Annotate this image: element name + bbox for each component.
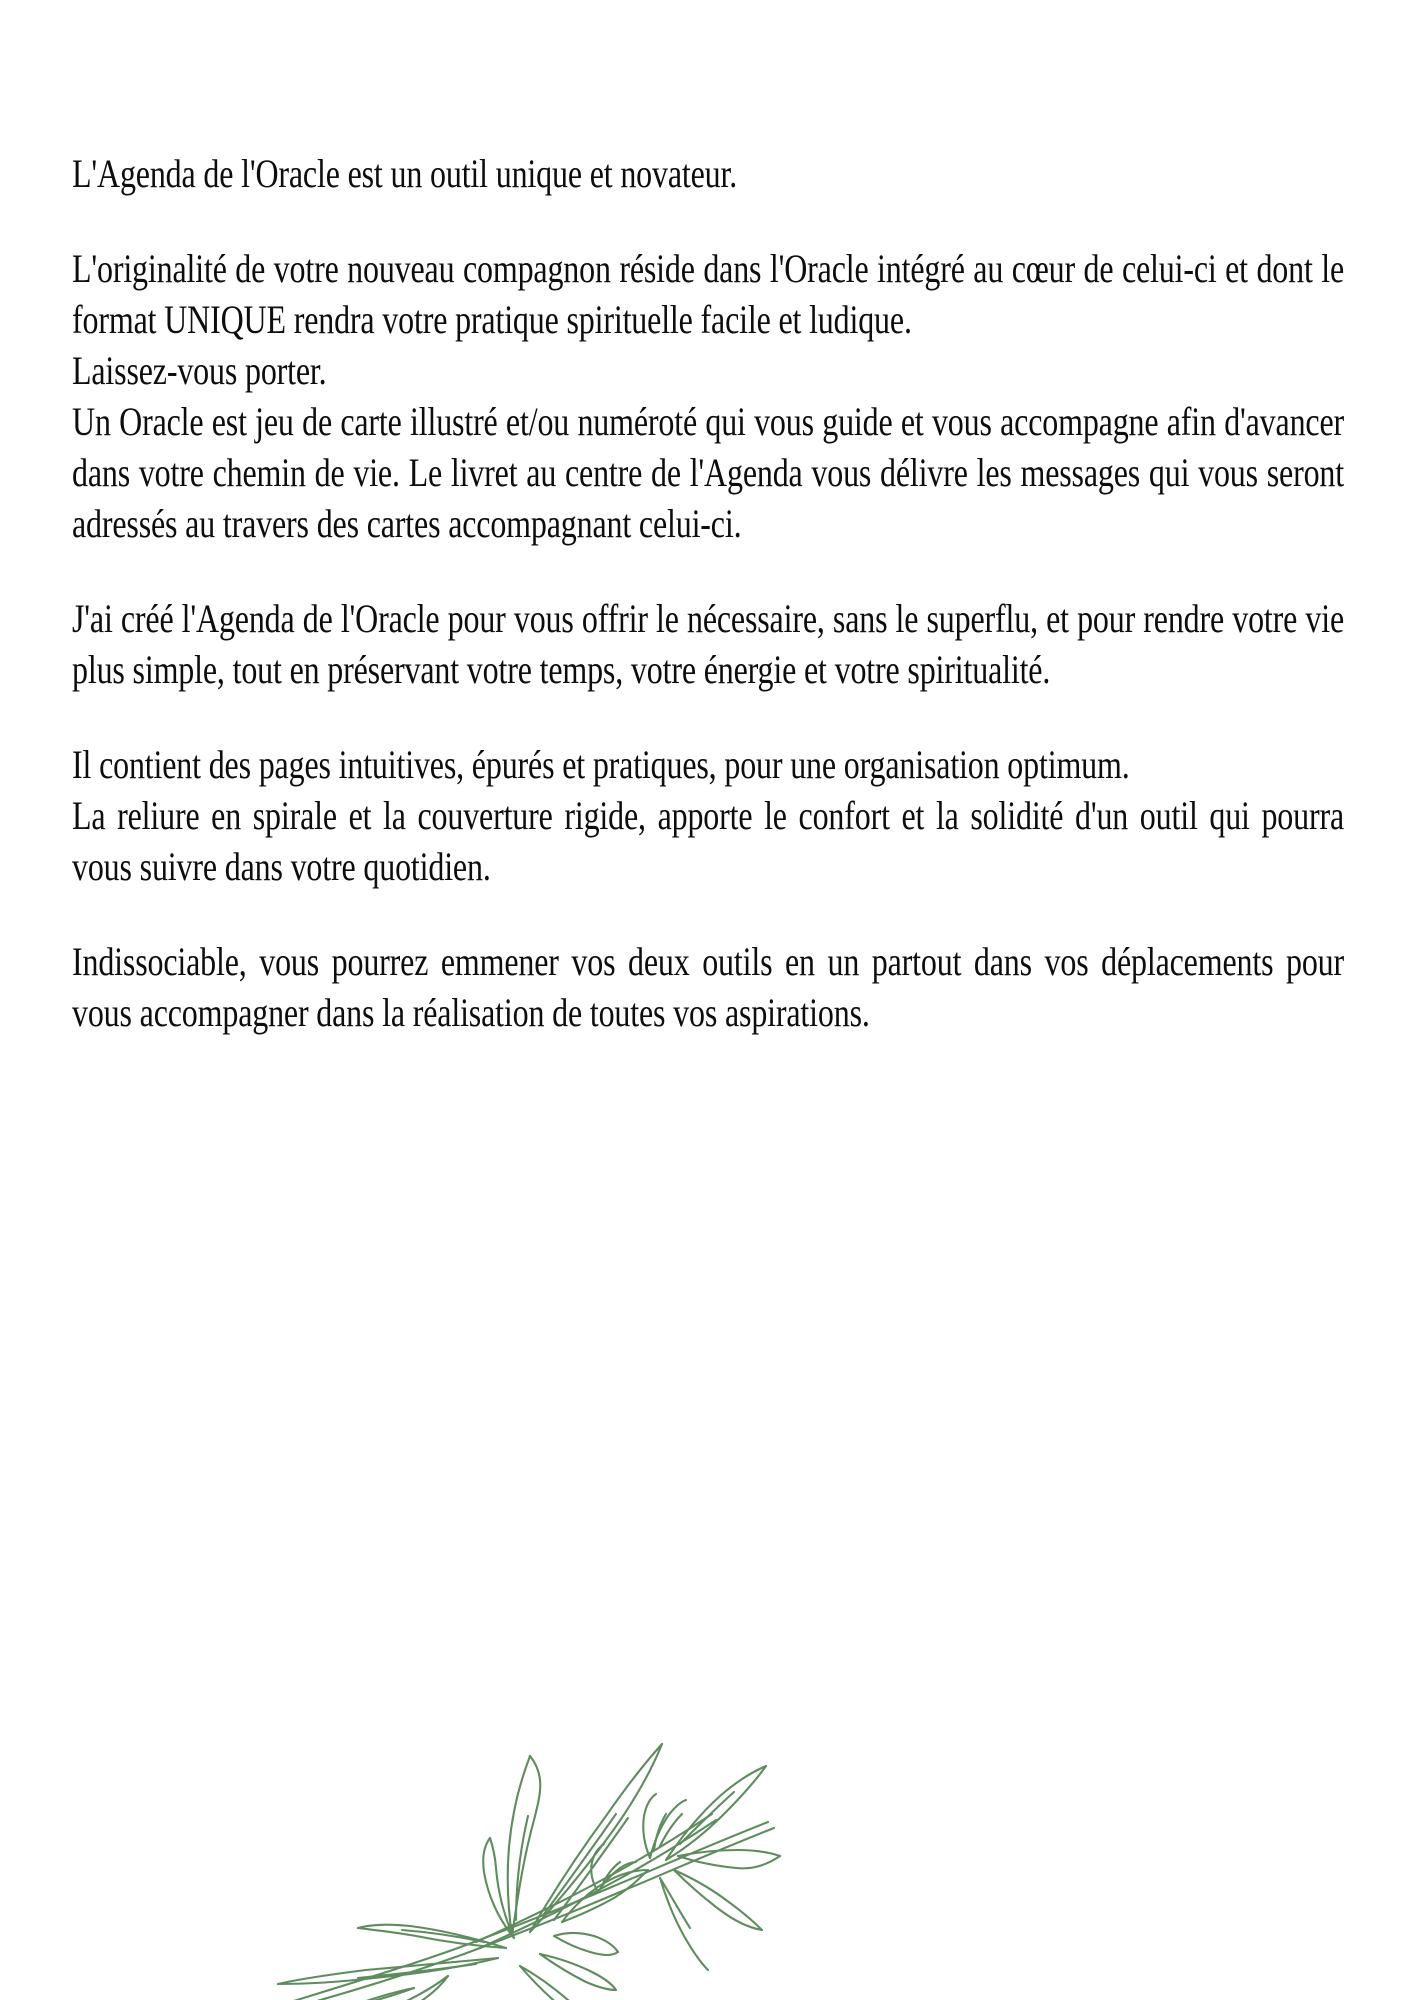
paragraph-creation: J'ai créé l'Agenda de l'Oracle pour vous offrir le nécessaire, sans le superflu, et pour rendre votre vie plus simple, tout en préservant votre temps, votre énergie et votre spiritualité.: [72, 596, 1344, 692]
paragraph-spacer: [72, 549, 1344, 593]
paragraph-spacer: [72, 892, 1344, 936]
paragraph-spacer: [72, 695, 1344, 739]
paragraph-spacer: [72, 199, 1344, 243]
paragraph-contenu: Il contient des pages intuitives, épurés et pratiques, pour une organisation optimum.: [72, 742, 1130, 787]
paragraph-laissez-vous-porter: Laissez-vous porter.: [72, 348, 327, 393]
document-body: [72, 148, 1344, 1038]
paragraph-definition-oracle: Un Oracle est jeu de carte illustré et/ou numéroté qui vous guide et vous accompagne afin d'avancer dans votre chemin de vie. Le livret au centre de l'Agenda vous délivre les messages qui vous seront adressés au travers des cartes accompagnant celui-ci.: [72, 399, 1344, 546]
paragraph-reliure: La reliure en spirale et la couverture rigide, apporte le confort et la solidité d'un outil qui pourra vous suivre dans votre quotidien.: [72, 793, 1344, 889]
rosemary-sprig-icon: [262, 1636, 782, 2000]
paragraph-indissociable: Indissociable, vous pourrez emmener vos deux outils en un partout dans vos déplacements pour vous accompagner dans la réalisation de toutes vos aspirations.: [72, 939, 1344, 1035]
paragraph-intro: L'Agenda de l'Oracle est un outil unique et novateur.: [72, 151, 738, 196]
paragraph-originalite: L'originalité de votre nouveau compagnon réside dans l'Oracle intégré au cœur de celui-ci et dont le format UNIQUE rendra votre pratique spirituelle facile et ludique.: [72, 246, 1344, 342]
